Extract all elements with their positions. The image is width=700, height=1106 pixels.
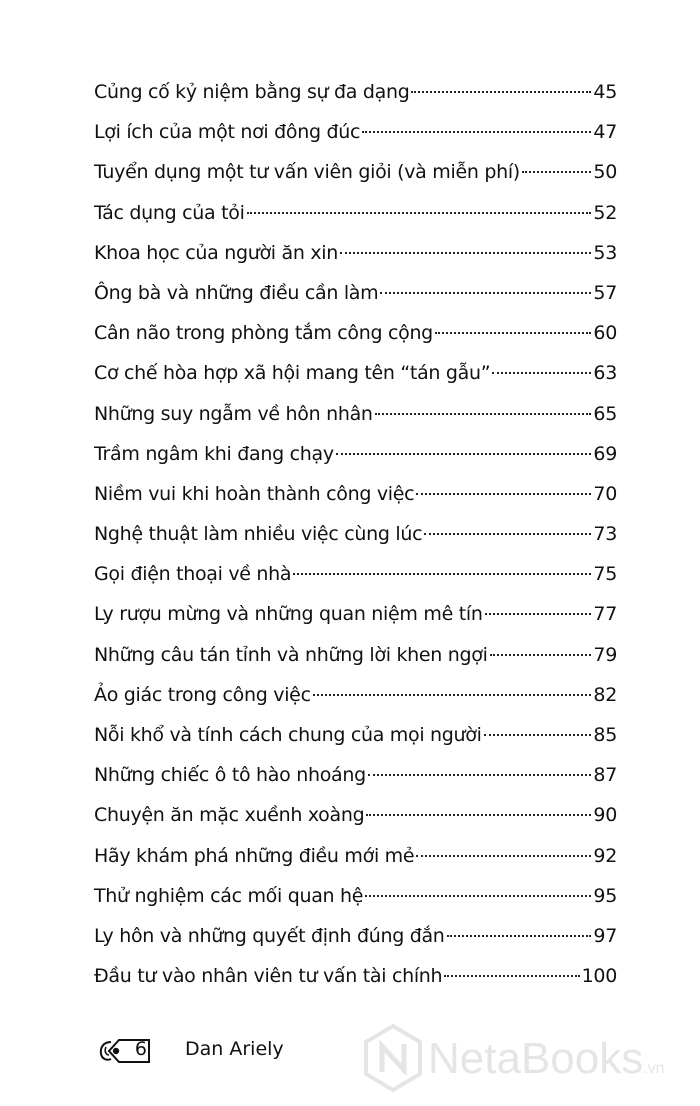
toc-leader <box>444 975 579 977</box>
toc-title: Ly hôn và những quyết định đúng đắn <box>94 924 445 947</box>
toc-title: Củng cố kỷ niệm bằng sự đa dạng <box>94 81 410 103</box>
toc-leader <box>366 814 591 816</box>
toc-title: Thử nghiệm các mối quan hệ <box>94 884 364 907</box>
toc-leader <box>293 573 591 575</box>
toc-page-number: 52 <box>593 201 617 224</box>
toc-entry[interactable] <box>94 795 617 835</box>
toc-page-number: 50 <box>593 161 617 184</box>
toc-title: Những chiếc ô tô hào nhoáng <box>94 764 366 787</box>
toc-title: Nghệ thuật làm nhiều việc cùng lúc <box>94 523 423 546</box>
watermark-brand: NetaBooks.vn <box>428 1034 665 1083</box>
toc-page-number: 90 <box>593 804 617 827</box>
toc-page-number: 75 <box>593 563 617 586</box>
toc-page-number: 87 <box>593 764 617 787</box>
toc-page-number: 65 <box>593 402 617 425</box>
table-of-contents <box>94 72 617 996</box>
watermark <box>362 1024 692 1092</box>
toc-page-number: 92 <box>593 844 617 867</box>
toc-title: Niềm vui khi hoàn thành công việc <box>94 482 415 505</box>
toc-entry[interactable] <box>94 554 617 594</box>
toc-title: Trầm ngâm khi đang chạy <box>94 442 334 465</box>
toc-page-number: 82 <box>593 683 617 706</box>
toc-entry[interactable] <box>94 152 617 192</box>
toc-title: Những câu tán tỉnh và những lời khen ngợi <box>94 643 488 666</box>
toc-entry[interactable] <box>94 836 617 876</box>
toc-leader <box>336 453 592 455</box>
toc-title: Ảo giác trong công việc <box>94 683 311 706</box>
toc-title: Nỗi khổ và tính cách chung của mọi người <box>94 724 482 746</box>
toc-leader <box>368 774 592 776</box>
toc-leader <box>362 131 591 133</box>
toc-entry[interactable] <box>94 635 617 675</box>
toc-leader <box>447 935 592 937</box>
toc-title: Tuyển dụng một tư vấn viên giỏi (và miễn phí) <box>94 161 520 184</box>
watermark-tld: .vn <box>643 1060 665 1077</box>
toc-title: Những suy ngẫm về hôn nhân <box>94 402 373 425</box>
toc-title: Gọi điện thoại về nhà <box>94 563 292 586</box>
toc-page-number: 95 <box>593 884 617 907</box>
toc-leader <box>424 533 591 535</box>
toc-leader <box>380 292 591 294</box>
page-number: 6 <box>134 1038 147 1060</box>
toc-page-number: 100 <box>581 965 617 988</box>
toc-entry[interactable] <box>94 514 617 554</box>
toc-entry[interactable] <box>94 876 617 916</box>
toc-leader <box>492 372 591 374</box>
toc-entry[interactable] <box>94 112 617 152</box>
toc-page-number: 70 <box>593 482 617 505</box>
toc-entry[interactable] <box>94 353 617 393</box>
toc-leader <box>247 212 592 214</box>
toc-page-number: 77 <box>593 603 617 626</box>
toc-entry[interactable] <box>94 233 617 273</box>
toc-leader <box>411 91 591 93</box>
toc-leader <box>365 895 591 897</box>
toc-entry[interactable] <box>94 956 617 996</box>
toc-entry[interactable] <box>94 594 617 634</box>
toc-leader <box>490 654 592 656</box>
toc-page-number: 85 <box>593 724 617 746</box>
toc-title: Đầu tư vào nhân viên tư vấn tài chính <box>94 965 443 988</box>
toc-entry[interactable] <box>94 916 617 956</box>
toc-entry[interactable] <box>94 715 617 755</box>
toc-title: Chuyện ăn mặc xuềnh xoàng <box>94 804 365 827</box>
toc-page-number: 60 <box>593 322 617 345</box>
toc-entry[interactable] <box>94 313 617 353</box>
toc-title: Cơ chế hòa hợp xã hội mang tên “tán gẫu” <box>94 362 491 385</box>
toc-page-number: 45 <box>593 81 617 103</box>
toc-leader <box>522 171 592 173</box>
toc-leader <box>416 855 591 857</box>
toc-leader <box>416 493 591 495</box>
toc-page-number: 97 <box>593 924 617 947</box>
toc-entry[interactable] <box>94 273 617 313</box>
toc-title: Ông bà và những điều cần làm <box>94 281 379 304</box>
toc-leader <box>484 734 592 736</box>
toc-leader <box>375 413 592 415</box>
toc-entry[interactable] <box>94 434 617 474</box>
netabooks-logo-icon <box>362 1024 424 1092</box>
toc-leader <box>340 252 591 254</box>
toc-title: Khoa học của người ăn xin <box>94 241 339 264</box>
toc-page-number: 53 <box>593 241 617 264</box>
toc-title: Ly rượu mừng và những quan niệm mê tín <box>94 603 483 626</box>
toc-entry[interactable] <box>94 675 617 715</box>
toc-page-number: 47 <box>593 121 617 144</box>
toc-entry[interactable] <box>94 755 617 795</box>
toc-page-number: 69 <box>593 442 617 465</box>
toc-leader <box>485 613 592 615</box>
toc-leader <box>313 694 592 696</box>
toc-title: Tác dụng của tỏi <box>94 201 245 224</box>
toc-page-number: 57 <box>593 281 617 304</box>
toc-page-number: 79 <box>593 643 617 666</box>
toc-entry[interactable] <box>94 72 617 112</box>
toc-title: Hãy khám phá những điều mới mẻ <box>94 844 415 867</box>
toc-page-number: 73 <box>593 523 617 546</box>
toc-title: Cân não trong phòng tắm công cộng <box>94 322 433 345</box>
toc-entry[interactable] <box>94 394 617 434</box>
author-name: Dan Ariely <box>185 1038 284 1060</box>
toc-leader <box>435 332 591 334</box>
toc-page-number: 63 <box>593 362 617 385</box>
toc-entry[interactable] <box>94 474 617 514</box>
toc-entry[interactable] <box>94 193 617 233</box>
toc-title: Lợi ích của một nơi đông đúc <box>94 121 361 144</box>
